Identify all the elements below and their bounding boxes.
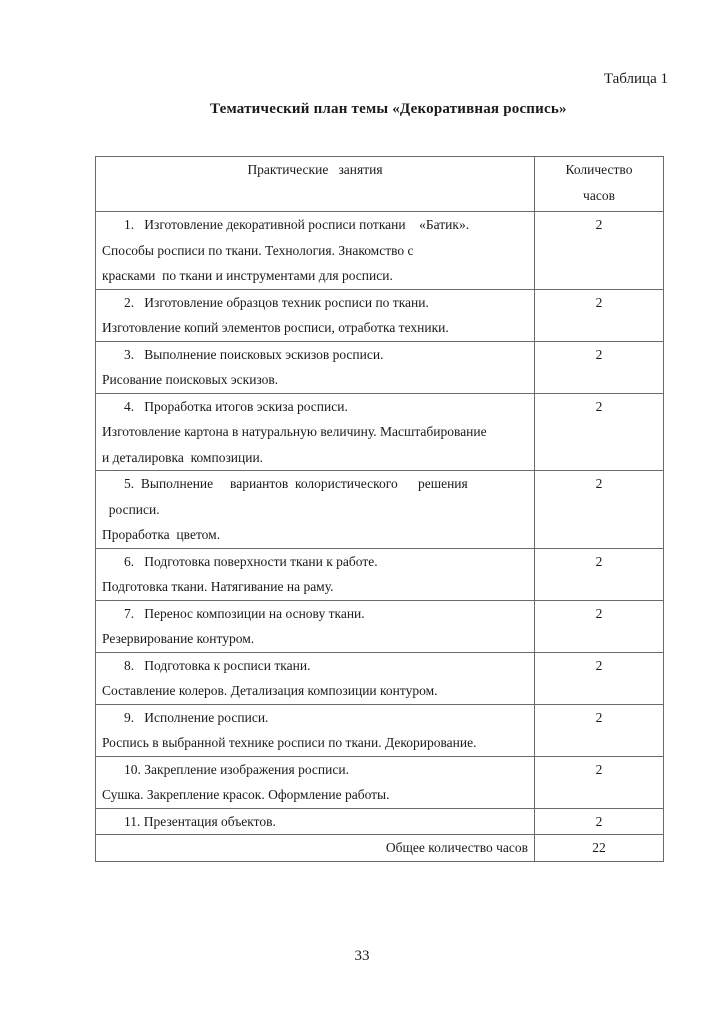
activity-title: 9. Исполнение росписи. xyxy=(124,709,269,725)
hours-value: 2 xyxy=(595,657,603,673)
hours-value: 2 xyxy=(595,553,603,569)
activity-title: 6. Подготовка поверхности ткани к работе. xyxy=(124,553,378,569)
activity-title: 5. Выполнение вариантов колористического решения xyxy=(124,476,468,491)
activity-description: Составление колеров. Детализация композиции контуром. xyxy=(102,683,438,698)
activity-description: Роспись в выбранной технике росписи по ткани. Декорирование. xyxy=(102,735,477,750)
activity-cell xyxy=(96,756,535,808)
header-hours-line1: Количество xyxy=(565,162,633,177)
hours-value: 2 xyxy=(595,476,603,491)
table-row xyxy=(96,289,664,341)
table-header-row xyxy=(96,157,664,212)
table-body xyxy=(96,212,664,835)
hours-cell xyxy=(535,548,664,600)
table-row xyxy=(96,471,664,549)
thematic-plan-table xyxy=(95,156,664,862)
hours-cell xyxy=(535,289,664,341)
activity-cell xyxy=(96,471,535,549)
header-hours xyxy=(535,157,664,212)
table-row xyxy=(96,756,664,808)
table-row xyxy=(96,341,664,393)
activity-description: Способы росписи по ткани. Технология. Знакомство с xyxy=(102,242,414,258)
activity-description: Проработка цветом. xyxy=(102,527,221,542)
header-hours-line2: часов xyxy=(583,188,615,203)
activity-title: 3. Выполнение поисковых эскизов росписи. xyxy=(124,346,384,362)
activity-cell xyxy=(96,548,535,600)
activity-description: Сушка. Закрепление красок. Оформление работы. xyxy=(102,787,390,802)
activity-description: красками по ткани и инструментами для росписи. xyxy=(102,268,393,283)
table-row xyxy=(96,652,664,704)
activity-title: 2. Изготовление образцов техник росписи по ткани. xyxy=(124,294,429,310)
header-activities: Практические занятия xyxy=(96,157,535,212)
hours-value: 2 xyxy=(595,217,603,232)
activity-cell xyxy=(96,289,535,341)
hours-cell xyxy=(535,212,664,290)
hours-value: 2 xyxy=(595,294,603,310)
activity-title: 11. Презентация объектов. xyxy=(124,813,276,829)
table-row xyxy=(96,808,664,835)
activity-title: 1. Изготовление декоративной росписи поткани «Батик». xyxy=(124,217,470,232)
total-value: 22 xyxy=(535,835,664,862)
table-row xyxy=(96,548,664,600)
activity-description: Рисование поисковых эскизов. xyxy=(102,372,279,387)
document-title: Тематический план темы «Декоративная роспись» xyxy=(210,101,567,117)
activity-cell xyxy=(96,600,535,652)
total-row xyxy=(96,835,664,862)
activity-cell xyxy=(96,212,535,290)
activity-title: 7. Перенос композиции на основу ткани. xyxy=(124,605,365,621)
activity-cell xyxy=(96,808,535,835)
hours-cell xyxy=(535,471,664,549)
table-label: Таблица 1 xyxy=(603,71,668,87)
hours-cell xyxy=(535,652,664,704)
table-row xyxy=(96,600,664,652)
activity-description: Изготовление картона в натуральную величину. Масштабирование xyxy=(102,424,487,439)
hours-value: 2 xyxy=(595,709,603,725)
hours-cell xyxy=(535,808,664,835)
table-row xyxy=(96,212,664,290)
page-number: 33 xyxy=(354,948,370,964)
hours-value: 2 xyxy=(595,346,603,362)
activity-title: 4. Проработка итогов эскиза росписи. xyxy=(124,398,348,414)
activity-cell xyxy=(96,704,535,756)
activity-title: 8. Подготовка к росписи ткани. xyxy=(124,657,311,673)
hours-value: 2 xyxy=(595,398,603,414)
activity-cell xyxy=(96,393,535,471)
hours-cell xyxy=(535,600,664,652)
activity-description: и деталировка композиции. xyxy=(102,449,264,465)
hours-value: 2 xyxy=(595,605,603,621)
table-row xyxy=(96,393,664,471)
hours-cell xyxy=(535,393,664,471)
table-row xyxy=(96,704,664,756)
activity-description: Изготовление копий элементов росписи, отработка техники. xyxy=(102,320,449,335)
activity-title: 10. Закрепление изображения росписи. xyxy=(124,761,349,777)
activity-description: Подготовка ткани. Натягивание на раму. xyxy=(102,579,334,594)
hours-value: 2 xyxy=(595,761,603,777)
hours-cell xyxy=(535,704,664,756)
activity-cell xyxy=(96,341,535,393)
activity-cell xyxy=(96,652,535,704)
hours-cell xyxy=(535,341,664,393)
hours-value: 2 xyxy=(595,813,603,829)
total-label: Общее количество часов xyxy=(96,835,535,862)
activity-description: Резервирование контуром. xyxy=(102,631,255,646)
activity-description: росписи. xyxy=(102,501,160,517)
hours-cell xyxy=(535,756,664,808)
